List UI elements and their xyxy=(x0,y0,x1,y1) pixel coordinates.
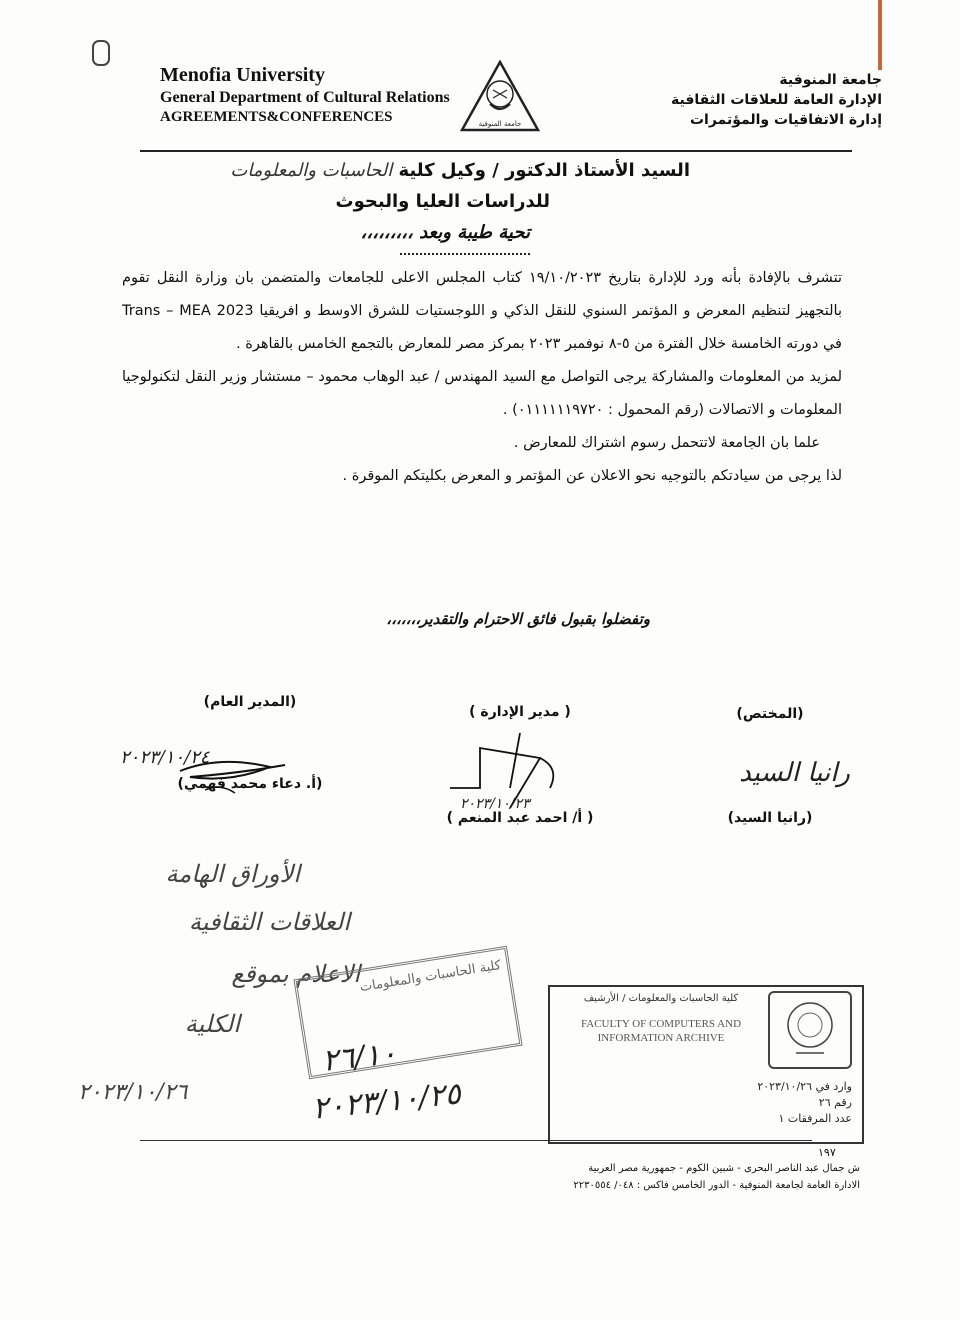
letter-body xyxy=(122,262,842,493)
signature-date-scrawl: ٢٠٢٣/١٠/٢٤ xyxy=(120,747,210,768)
paper-clip-mark xyxy=(878,0,882,70)
archive-received-date: وارد في ٢٠٢٣/١٠/٢٦ xyxy=(757,1080,852,1093)
archive-stamp xyxy=(548,985,864,1144)
archive-attachments: عدد المرفقات ١ xyxy=(778,1112,852,1125)
logo-caption: جامعة المنوفية xyxy=(478,120,522,128)
addressee-title: السيد الأستاذ الدكتور / وكيل كلية xyxy=(398,160,690,181)
letterhead-english xyxy=(160,64,490,126)
signature-name: ( أ/ احمد عبد المنعم ) xyxy=(446,810,594,826)
addressee-line-1 xyxy=(150,155,690,186)
greeting: تحية طيبة وبعد ،،،،،،،،، xyxy=(360,222,530,243)
university-name-en: Menofia University xyxy=(160,64,325,86)
addressee-line-2: للدراسات العليا والبحوث xyxy=(335,191,550,212)
university-name-ar: جامعة المنوفية xyxy=(779,72,882,88)
footer-address-block xyxy=(360,1160,860,1194)
closing-salutation: وتفضلوا بقبول فائق الاحترام والتقدير،،،،،،، xyxy=(386,610,650,628)
signature-name: (رانيا السيد) xyxy=(727,810,813,826)
handwritten-note-date: ٢٠٢٣/١٠/٢٦ xyxy=(78,1080,188,1105)
university-logo-icon xyxy=(460,60,540,134)
signature-title: ( مدير الإدارة ) xyxy=(469,704,571,720)
page-number: ١٩٧ xyxy=(818,1146,836,1159)
handwritten-note-line-4: الكلية xyxy=(184,1010,240,1038)
handwritten-date-2: ٢٠٢٣/١٠/٢٥ xyxy=(310,1076,463,1127)
body-paragraph-1: تتشرف بالإفادة بأنه ورد للإدارة بتاريخ ١٩/١٠/٢٠٢٣ كتاب المجلس الاعلى للجامعات والمتضمن بان وزارة النقل تقوم بالتجهيز لتنظيم المعرض و المؤتمر السنوي للنقل الذكي و اللوجستيات للشرق الاوسط و افريقيا Trans – MEA 2023 في دورته الخامسة خلال الفترة من ٥-٨ نوفمبر ٢٠٢٣ بمركز مصر للمعارض بالتجمع الخامس بالقاهرة . xyxy=(122,270,843,352)
footer-contact: الادارة العامة لجامعة المنوفية - الدور الخامس فاكس : ٠٤٨/ ٢٢٣٠٥٥٤ xyxy=(573,1180,860,1191)
body-paragraph-2: لمزيد من المعلومات والمشاركة يرجى التواصل مع السيد المهندس / عبد الوهاب محمود – مستشار وزير النقل لتكنولوجيا المعلومات و الاتصالات (رقم المحمول : ٠١١١١١١٩٧٢٠) . xyxy=(122,369,842,418)
footer-address: ش جمال عبد الناصر البحرى - شبين الكوم - جمهورية مصر العربية xyxy=(588,1163,860,1174)
handwritten-note-line-2: العلاقات الثقافية xyxy=(188,908,350,936)
addressee-block xyxy=(150,155,690,248)
unit-name-ar: إدارة الاتفاقيات والمؤتمرات xyxy=(689,112,882,128)
body-paragraph-3: علما بان الجامعة لاتتحمل رسوم اشتراك للمعارض . xyxy=(513,435,820,451)
letterhead-arabic xyxy=(622,70,882,130)
signature-title: (المدير العام) xyxy=(203,694,297,710)
header-divider xyxy=(140,150,852,152)
archive-stamp-title-en: FACULTY OF COMPUTERS AND INFORMATION ARCHIVE xyxy=(580,1018,742,1044)
faculty-seal-icon xyxy=(768,991,852,1069)
signature-title: (المختص) xyxy=(736,706,804,722)
body-paragraph-4: لذا يرجى من سيادتكم بالتوجيه نحو الاعلان عن المؤتمر و المعرض بكليتكم الموقرة . xyxy=(342,468,842,484)
department-name-en: General Department of Cultural Relations xyxy=(160,89,450,106)
addressee-faculty-handwritten: الحاسبات والمعلومات xyxy=(230,160,393,181)
signature-scrawl-admin-manager xyxy=(440,728,600,818)
stamp-left-text: كلية الحاسبات والمعلومات xyxy=(358,957,502,996)
signature-name: (أ. دعاء محمد فهمي) xyxy=(177,776,323,792)
handwritten-note-line-3: الاعلام بموقع xyxy=(231,960,360,988)
archive-stamp-title-ar: كلية الحاسبات والمعلومات / الأرشيف xyxy=(583,993,739,1004)
handwritten-note-line-1: الأوراق الهامة xyxy=(165,860,300,888)
unit-name-en: AGREEMENTS&CONFERENCES xyxy=(160,109,393,125)
signature-scrawl-general-manager xyxy=(110,735,310,805)
archive-stamp-fields xyxy=(660,1079,852,1127)
dotted-separator xyxy=(400,245,530,255)
signature-scrawl-specialist: رانيا السيد xyxy=(739,758,850,788)
handwritten-date-1: ٢٦/١٠ xyxy=(320,1036,399,1079)
footer-divider xyxy=(140,1140,812,1141)
staple-mark xyxy=(92,40,110,66)
signature-date-scrawl: ٢٠٢٣/١٠/٢٣ xyxy=(460,796,530,812)
archive-number: رقم ٢٦ xyxy=(818,1096,852,1109)
department-name-ar: الإدارة العامة للعلاقات الثقافية xyxy=(671,92,882,108)
